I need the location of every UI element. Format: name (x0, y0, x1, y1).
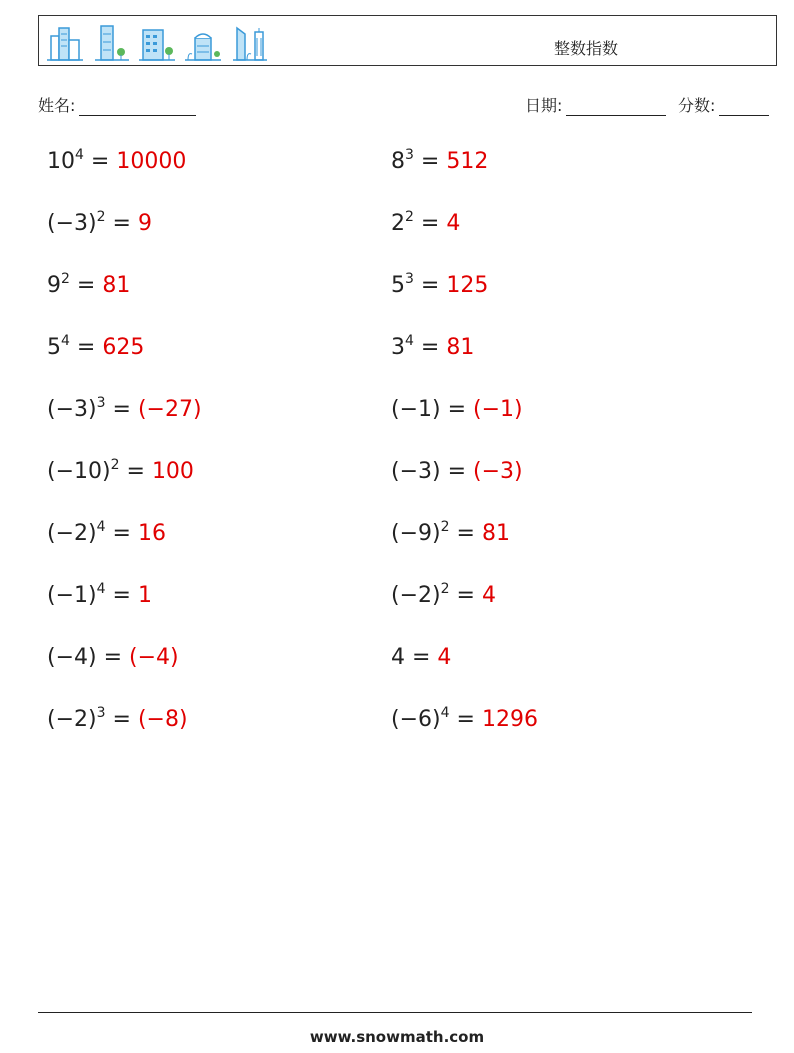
problem-answer: 81 (481, 521, 510, 546)
equals-sign: = (105, 397, 138, 422)
problem-answer: 4 (446, 211, 461, 236)
office-tree-icon (139, 22, 177, 62)
problem-base: (−1) (391, 397, 441, 422)
problem-exponent: 3 (96, 395, 106, 411)
building-trees-icon (185, 22, 223, 62)
equals-sign: = (413, 335, 447, 360)
equals-sign: = (105, 583, 138, 608)
equals-sign: = (69, 335, 103, 360)
problem-base: (−3) (47, 211, 97, 236)
problem-base: (−2) (47, 521, 97, 546)
equals-sign: = (440, 397, 474, 422)
problem-base: 8 (391, 149, 405, 174)
equals-sign: = (105, 707, 138, 732)
problem-item (391, 210, 460, 238)
problem-answer: 16 (137, 521, 166, 546)
equals-sign: = (449, 521, 482, 546)
problem-base: (−4) (47, 645, 97, 670)
problem-item (391, 334, 474, 362)
problem-exponent: 2 (110, 457, 120, 473)
date-blank[interactable] (566, 99, 666, 116)
tower-tree-icon (93, 22, 131, 62)
problem-item (47, 210, 152, 238)
score-label: 分数: (678, 96, 716, 115)
equals-sign: = (105, 521, 138, 546)
name-blank[interactable] (79, 99, 196, 116)
problem-exponent: 2 (440, 519, 450, 535)
score-blank[interactable] (719, 99, 769, 116)
equals-sign: = (69, 273, 103, 298)
problem-answer: 81 (102, 273, 131, 298)
problem-answer: 625 (102, 335, 145, 360)
problem-item (47, 458, 194, 486)
problem-answer: 81 (446, 335, 475, 360)
equals-sign: = (119, 459, 152, 484)
name-field (38, 93, 196, 116)
problem-base: (−2) (47, 707, 97, 732)
equals-sign: = (405, 645, 438, 670)
problem-base: 5 (391, 273, 405, 298)
problem-base: 3 (391, 335, 405, 360)
problem-answer: (−8) (137, 707, 188, 732)
problem-base: (−3) (47, 397, 97, 422)
problem-answer: 125 (446, 273, 489, 298)
problem-base: (−10) (47, 459, 111, 484)
problem-item (391, 272, 488, 300)
equals-sign: = (105, 211, 138, 236)
problem-answer: (−1) (473, 397, 523, 422)
problem-exponent: 4 (75, 147, 84, 163)
problem-exponent: 2 (440, 581, 450, 597)
problem-exponent: 3 (405, 271, 414, 287)
problem-exponent: 4 (405, 333, 414, 349)
footer-rule (38, 1012, 752, 1013)
date-field (525, 93, 666, 116)
problem-item (391, 396, 523, 424)
problem-answer: 4 (481, 583, 496, 608)
problem-item (47, 148, 186, 176)
problem-answer: 1296 (481, 707, 538, 732)
problem-answer: 1 (137, 583, 152, 608)
name-label: 姓名: (38, 96, 76, 115)
problem-item (47, 272, 130, 300)
equals-sign: = (449, 583, 482, 608)
problem-exponent: 4 (96, 581, 106, 597)
problem-answer: 512 (446, 149, 489, 174)
score-field (678, 93, 769, 116)
equals-sign: = (96, 645, 130, 670)
equals-sign: = (83, 149, 117, 174)
problem-base: (−1) (47, 583, 97, 608)
problem-exponent: 4 (440, 705, 450, 721)
worksheet-title: 整数指数 (554, 39, 619, 58)
date-label: 日期: (525, 96, 563, 115)
problem-base: 9 (47, 273, 61, 298)
problem-base: (−9) (391, 521, 441, 546)
problem-answer: 9 (137, 211, 152, 236)
problem-item (391, 458, 523, 486)
problem-answer: (−3) (473, 459, 523, 484)
equals-sign: = (413, 211, 447, 236)
footer-url: www.snowmath.com (309, 1028, 485, 1046)
problem-exponent: 2 (96, 209, 106, 225)
problem-item (47, 396, 202, 424)
problem-exponent: 3 (96, 705, 106, 721)
problem-answer: 100 (151, 459, 194, 484)
problem-base: (−6) (391, 707, 441, 732)
problem-answer: 4 (437, 645, 452, 670)
problem-item (391, 706, 538, 734)
problem-exponent: 2 (61, 271, 70, 287)
problem-item (47, 706, 188, 734)
problem-answer: (−27) (137, 397, 202, 422)
problem-base: (−2) (391, 583, 441, 608)
problem-answer: 10000 (116, 149, 187, 174)
problem-exponent: 4 (96, 519, 106, 535)
city-buildings-icon (47, 22, 85, 62)
problem-item (47, 644, 179, 672)
problem-exponent: 3 (405, 147, 414, 163)
problem-exponent: 4 (61, 333, 70, 349)
problem-exponent: 2 (405, 209, 414, 225)
problem-base: 10 (47, 149, 75, 174)
problem-base: 2 (391, 211, 405, 236)
problem-answer: (−4) (129, 645, 179, 670)
problem-item (391, 582, 496, 610)
header-box (38, 15, 777, 66)
equals-sign: = (440, 459, 474, 484)
problem-base: (−3) (391, 459, 441, 484)
skyscrapers-icon (231, 22, 269, 62)
problem-item (391, 148, 488, 176)
problem-item (47, 582, 152, 610)
problem-item (391, 644, 451, 672)
problem-base: 4 (391, 645, 405, 670)
problem-item (47, 334, 144, 362)
problem-base: 5 (47, 335, 61, 360)
problem-item (47, 520, 166, 548)
problem-item (391, 520, 510, 548)
equals-sign: = (413, 273, 447, 298)
equals-sign: = (449, 707, 482, 732)
equals-sign: = (413, 149, 447, 174)
